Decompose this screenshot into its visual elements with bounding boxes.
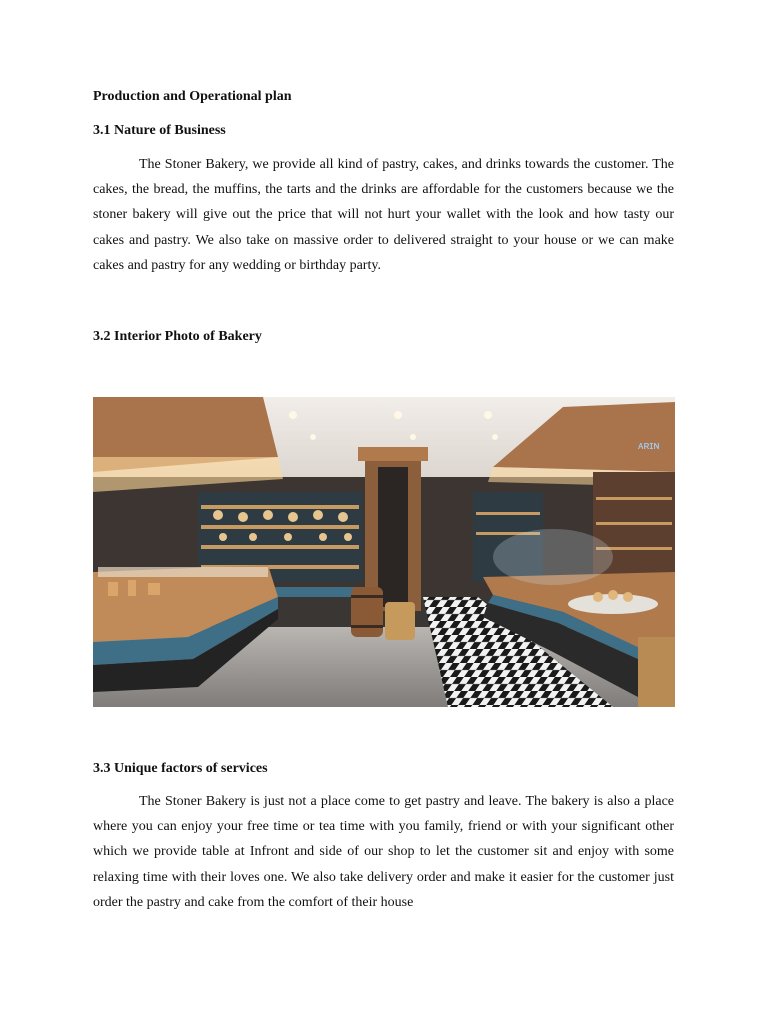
- section-heading-nature-of-business: 3.1 Nature of Business: [93, 123, 226, 138]
- section-paragraph-unique-factors: The Stoner Bakery is just not a place come to get pastry and leave. The bakery is also a place where you can enjoy your free time or tea time with you family, friend or with your significant other which we provide table at Infront and side of our shop to let the customer sit and enjoy with some relaxing time with their loves one. We also take delivery order and make it easier for the customer just order the pastry and cake from the comfort of their house: [93, 794, 674, 910]
- bakery-interior-photo: [93, 397, 675, 707]
- section-paragraph-nature-of-business: The Stoner Bakery, we provide all kind of pastry, cakes, and drinks towards the customer. The cakes, the bread, the muffins, the tarts and the drinks are affordable for the customers because we the stoner bakery will give out the price that will not hurt your wallet with the look and how tasty our cakes and pastry. We also take on massive order to delivered straight to your house or we can make cakes and pastry for any wedding or birthday party.: [93, 157, 674, 273]
- section-heading-unique-factors: 3.3 Unique factors of services: [93, 761, 268, 776]
- document-title: Production and Operational plan: [93, 89, 292, 104]
- svg-text:ᴀʀɪɴ: ᴀʀɪɴ: [638, 440, 660, 452]
- section-heading-interior-photo: 3.2 Interior Photo of Bakery: [93, 329, 262, 344]
- bakery-interior-illustration: [93, 397, 675, 707]
